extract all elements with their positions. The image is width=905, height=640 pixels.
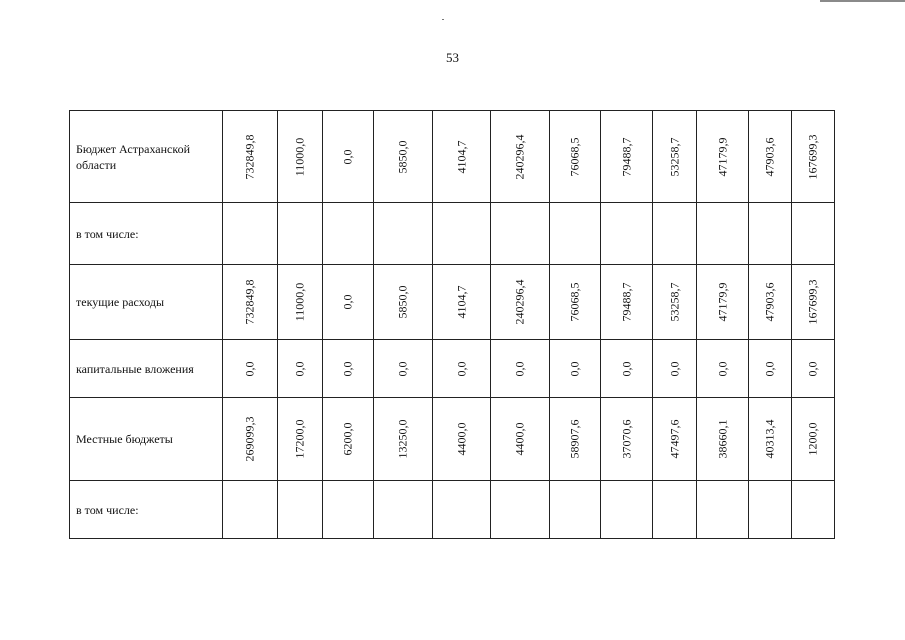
value-cell: [697, 481, 749, 539]
value-cell: [697, 398, 749, 481]
cell-value: 47179,9: [715, 282, 729, 322]
value-cell: [792, 481, 835, 539]
value-cell: [550, 111, 601, 203]
cell-value: 38660,1: [715, 419, 729, 459]
cell-value: 79488,7: [619, 282, 633, 322]
cell-value: 0,0: [667, 361, 681, 376]
value-cell: [653, 111, 697, 203]
cell-value: 732849,8: [242, 134, 257, 179]
cell-value: 0,0: [242, 361, 257, 376]
value-cell: [278, 398, 323, 481]
value-cell: [374, 265, 433, 340]
value-cell: [749, 111, 792, 203]
value-cell: [374, 340, 433, 398]
row-label: в том числе:: [70, 203, 223, 265]
value-cell: [278, 265, 323, 340]
value-cell: [433, 265, 491, 340]
cell-value: 0,0: [512, 361, 527, 376]
cell-value: 40313,4: [762, 419, 777, 459]
value-cell: [792, 111, 835, 203]
value-cell: [491, 265, 550, 340]
value-cell: [223, 265, 278, 340]
value-cell: [601, 203, 653, 265]
value-cell: [374, 398, 433, 481]
cell-value: 47903,6: [762, 137, 777, 176]
cell-value: 1200,0: [805, 422, 820, 456]
value-cell: [323, 203, 374, 265]
value-cell: [374, 111, 433, 203]
value-cell: [697, 340, 749, 398]
cell-value: 167699,3: [805, 134, 820, 179]
cell-value: 0,0: [340, 361, 355, 376]
value-cell: [601, 340, 653, 398]
cell-value: 76068,5: [567, 137, 582, 176]
cell-value: 0,0: [292, 361, 307, 376]
value-cell: [223, 340, 278, 398]
value-cell: [223, 111, 278, 203]
value-cell: [550, 340, 601, 398]
value-cell: [323, 481, 374, 539]
cell-value: 17200,0: [292, 419, 307, 459]
cell-value: 47903,6: [762, 282, 777, 322]
cell-value: 4104,7: [454, 285, 468, 319]
value-cell: [653, 265, 697, 340]
value-cell: [601, 111, 653, 203]
cell-value: 732849,8: [242, 279, 257, 325]
value-cell: [601, 265, 653, 340]
cell-value: 47497,6: [667, 419, 681, 459]
value-cell: [550, 203, 601, 265]
row-label: Местные бюджеты: [70, 398, 223, 481]
cell-value: 0,0: [715, 361, 729, 376]
row-local-budgets: [70, 398, 835, 481]
cell-value: 240296,4: [512, 279, 527, 325]
cell-value: 0,0: [340, 294, 355, 310]
value-cell: [749, 265, 792, 340]
value-cell: [323, 398, 374, 481]
value-cell: [653, 481, 697, 539]
value-cell: [433, 203, 491, 265]
value-cell: [223, 481, 278, 539]
cell-value: 0,0: [619, 361, 633, 376]
value-cell: [223, 398, 278, 481]
cell-value: 0,0: [454, 361, 468, 376]
value-cell: [433, 398, 491, 481]
cell-value: 240296,4: [512, 134, 527, 179]
cell-value: 47179,9: [715, 137, 729, 176]
value-cell: [433, 481, 491, 539]
value-cell: [223, 203, 278, 265]
value-cell: [792, 340, 835, 398]
cell-value: 58907,6: [567, 419, 582, 459]
value-cell: [323, 265, 374, 340]
value-cell: [550, 398, 601, 481]
row-label: Бюджет Астраханской области: [70, 111, 223, 203]
page-number: 53: [446, 50, 459, 65]
row-capital-investments: [70, 340, 835, 398]
value-cell: [323, 111, 374, 203]
value-cell: [697, 203, 749, 265]
value-cell: [601, 398, 653, 481]
cell-value: 269099,3: [242, 416, 257, 462]
cell-value: 4400,0: [454, 422, 468, 456]
value-cell: [278, 340, 323, 398]
row-label: в том числе:: [70, 481, 223, 539]
cell-value: 11000,0: [292, 137, 307, 176]
value-cell: [697, 265, 749, 340]
value-cell: [491, 481, 550, 539]
value-cell: [749, 340, 792, 398]
value-cell: [792, 203, 835, 265]
cell-value: 37070,6: [619, 419, 633, 459]
value-cell: [374, 203, 433, 265]
value-cell: [278, 481, 323, 539]
row-current-expenses: [70, 265, 835, 340]
value-cell: [749, 203, 792, 265]
cell-value: 76068,5: [567, 282, 582, 322]
value-cell: [792, 265, 835, 340]
value-cell: [653, 398, 697, 481]
value-cell: [491, 203, 550, 265]
cell-value: 53258,7: [667, 137, 681, 176]
cell-value: 0,0: [340, 149, 355, 164]
cell-value: 13250,0: [395, 419, 410, 459]
row-including-2: [70, 481, 835, 539]
scan-edge-line: [820, 0, 905, 2]
value-cell: [697, 111, 749, 203]
value-cell: [491, 111, 550, 203]
row-regional-budget: [70, 111, 835, 203]
value-cell: [433, 111, 491, 203]
row-label: капитальные вложения: [70, 340, 223, 398]
cell-value: 5850,0: [395, 140, 410, 173]
scan-speck: [442, 19, 444, 20]
value-cell: [278, 111, 323, 203]
cell-value: 11000,0: [292, 282, 307, 322]
value-cell: [374, 481, 433, 539]
value-cell: [550, 481, 601, 539]
cell-value: 167699,3: [805, 279, 820, 325]
value-cell: [278, 203, 323, 265]
budget-table: [69, 110, 835, 539]
value-cell: [653, 203, 697, 265]
cell-value: 4104,7: [454, 140, 468, 173]
value-cell: [749, 398, 792, 481]
value-cell: [491, 398, 550, 481]
value-cell: [601, 481, 653, 539]
value-cell: [550, 265, 601, 340]
cell-value: 0,0: [805, 361, 820, 376]
row-label: текущие расходы: [70, 265, 223, 340]
row-including-1: [70, 203, 835, 265]
value-cell: [653, 340, 697, 398]
cell-value: 0,0: [395, 361, 410, 376]
value-cell: [491, 340, 550, 398]
value-cell: [433, 340, 491, 398]
value-cell: [749, 481, 792, 539]
cell-value: 53258,7: [667, 282, 681, 322]
cell-value: 6200,0: [340, 422, 355, 456]
value-cell: [323, 340, 374, 398]
cell-value: 0,0: [762, 361, 777, 376]
cell-value: 5850,0: [395, 285, 410, 319]
cell-value: 4400,0: [512, 422, 527, 456]
cell-value: 79488,7: [619, 137, 633, 176]
value-cell: [792, 398, 835, 481]
cell-value: 0,0: [567, 361, 582, 376]
